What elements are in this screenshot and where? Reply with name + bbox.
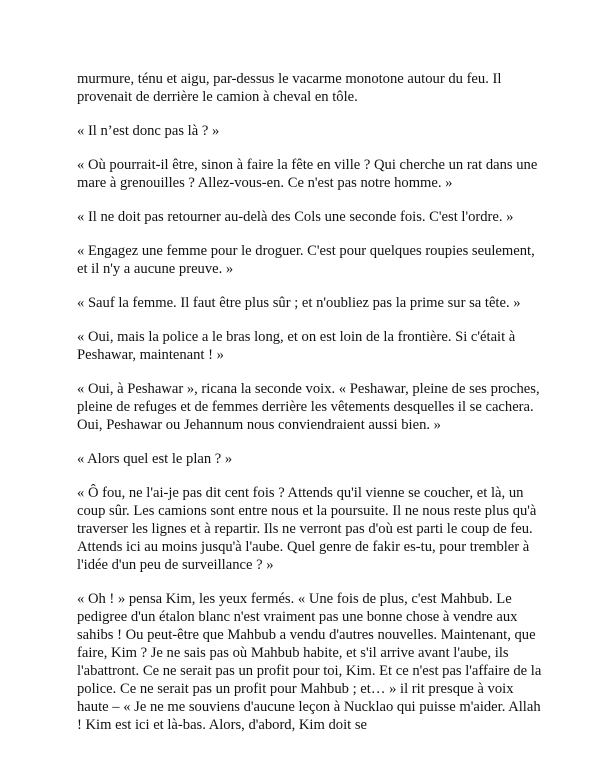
paragraph: « Oui, à Peshawar », ricana la seconde voix. « Peshawar, pleine de ses proches, pleine de refuges et de femmes derrière les vêtements desquelles il se cachera. Oui, Peshawar ou Jehannum nous conviendraient aussi bien. »	[77, 381, 540, 433]
paragraph: murmure, ténu et aigu, par-dessus le vacarme monotone autour du feu. Il provenait de derrière le camion à cheval en tôle.	[77, 71, 502, 105]
paragraph: « Oui, mais la police a le bras long, et on est loin de la frontière. Si c'était à Peshawar, maintenant ! »	[77, 329, 516, 363]
paragraph: « Oh ! » pensa Kim, les yeux fermés. « Une fois de plus, c'est Mahbub. Le pedigree d'un étalon blanc n'est vraiment pas une bonne chose à vendre aux sahibs ! Ou peut-être que Mahbub a vendu d'autres nouvelles. Maintenant, que faire, Kim ? Je ne sais pas où Mahbub habite, et s'il arrive avant l'aube, ils l'abattront. Ce ne serait pas un profit pour toi, Kim. Et ce n'est pas l'affaire de la police. Ce ne serait pas un profit pour Mahbub ; et… » il rit presque à voix haute – « Je ne me souviens d'aucune leçon à Nucklao qui puisse m'aider. Allah ! Kim est ici et là-bas. Alors, d'abord, Kim doit se	[77, 591, 542, 733]
body-text	[77, 70, 547, 750]
paragraph: « Sauf la femme. Il faut être plus sûr ; et n'oubliez pas la prime sur sa tête. »	[77, 295, 521, 311]
paragraph: « Engagez une femme pour le droguer. C'est pour quelques roupies seulement, et il n'y a aucune preuve. »	[77, 243, 535, 277]
paragraph: « Alors quel est le plan ? »	[77, 451, 233, 467]
paragraph: « Où pourrait-il être, sinon à faire la fête en ville ? Qui cherche un rat dans une mare à grenouilles ? Allez-vous-en. Ce n'est pas notre homme. »	[77, 157, 538, 191]
paragraph: « Il ne doit pas retourner au-delà des Cols une seconde fois. C'est l'ordre. »	[77, 209, 514, 225]
paragraph: « Ô fou, ne l'ai-je pas dit cent fois ? Attends qu'il vienne se coucher, et là, un coup sûr. Les camions sont entre nous et la poursuite. Il ne nous reste plus qu'à traverser les lignes et à repartir. Ils ne verront pas d'où est parti le coup de feu. Attends ici au moins jusqu'à l'aube. Quel genre de fakir es-tu, pour trembler à l'idée d'un peu de surveillance ? »	[77, 485, 537, 573]
paragraph: « Il n’est donc pas là ? »	[77, 123, 220, 139]
